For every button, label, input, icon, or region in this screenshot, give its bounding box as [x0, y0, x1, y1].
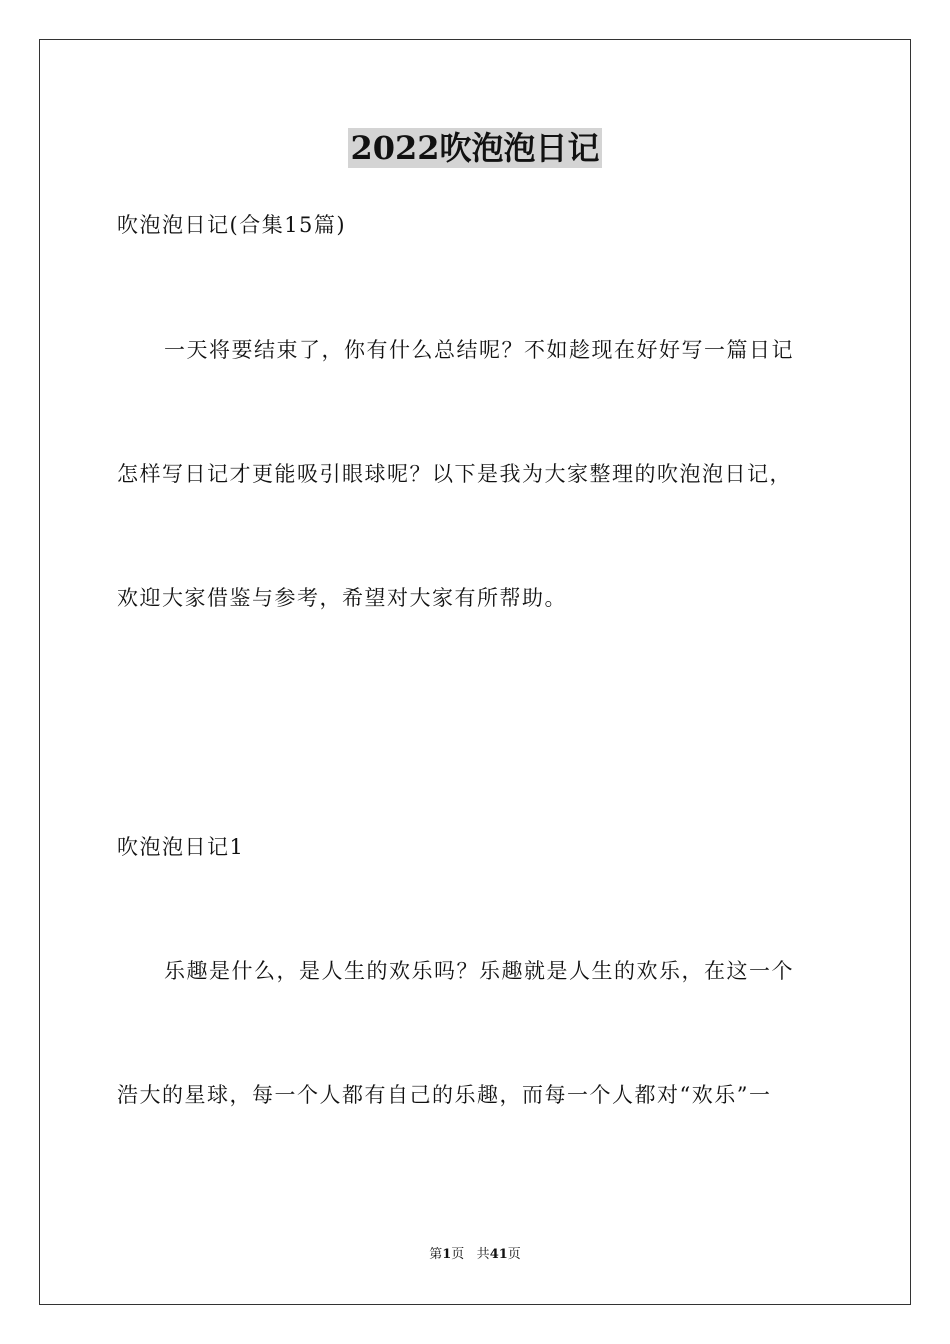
page-current: 1 [442, 1247, 452, 1262]
page-suffix: 页 [451, 1247, 465, 1262]
section-paragraph-line-1: 乐趣是什么，是人生的欢乐吗？乐趣就是人生的欢乐，在这一个 [164, 959, 794, 983]
title-container [0, 128, 950, 168]
total-prefix: 共 [476, 1247, 490, 1262]
section-paragraph-line-2: 浩大的星球，每一个人都有自己的乐趣，而每一个人都对“欢乐”一 [117, 1083, 772, 1107]
document-title: 2022吹泡泡日记 [350, 129, 600, 167]
intro-paragraph-line-3: 欢迎大家借鉴与参考，希望对大家有所帮助。 [117, 586, 567, 610]
intro-paragraph-line-2: 怎样写日记才更能吸引眼球呢？以下是我为大家整理的吹泡泡日记， [117, 462, 792, 486]
page-total: 41 [489, 1247, 508, 1262]
total-suffix: 页 [507, 1247, 521, 1262]
document-subtitle: 吹泡泡日记(合集15篇) [117, 213, 347, 237]
page-prefix: 第 [429, 1247, 443, 1262]
page-footer [0, 1246, 950, 1264]
section-heading: 吹泡泡日记1 [117, 835, 245, 859]
intro-paragraph-line-1: 一天将要结束了，你有什么总结呢？不如趁现在好好写一篇日记 [164, 338, 794, 362]
